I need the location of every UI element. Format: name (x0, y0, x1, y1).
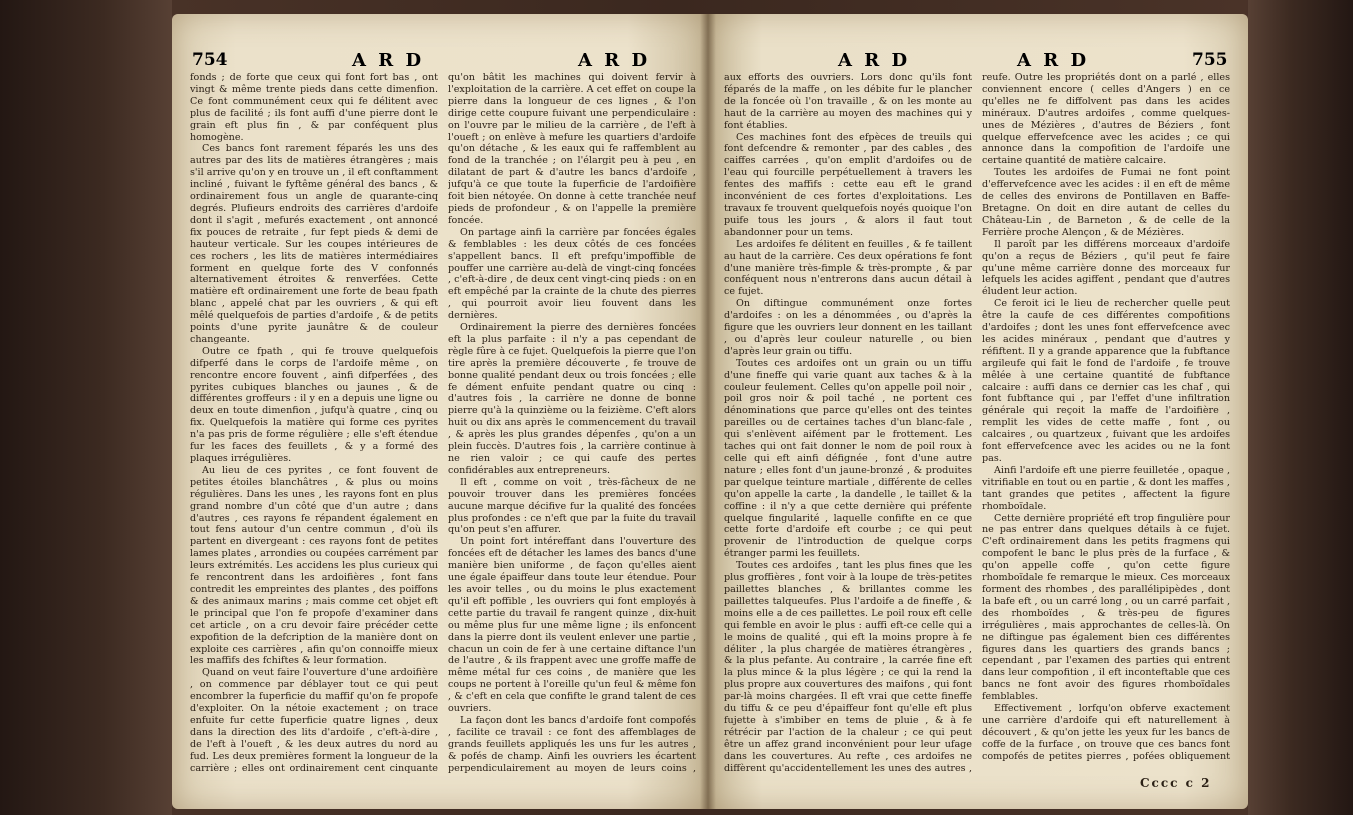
paragraph: aux efforts des ouvriers. Lors donc qu'ils font féparés de la maffe , on les débite fur le plancher de la foncée où l'on travaille , & on les monte au haut de la carrière au moyen des machines qui y font établies. (724, 72, 972, 131)
paragraph: Il eft , comme on voit , très-fâcheux de ne pouvoir trouver dans les premières foncées aucune marque décifive fur la qualité des foncées plus profondes : ce n'eft que par la fuite du travail qu'on peut s'en affurer. (448, 476, 696, 536)
right-page-column-1 (724, 72, 972, 774)
paragraph: Toutes ces ardoifes , tant les plus fines que les plus groffières , font voir à la loupe de très-petites paillettes blanches , & brillantes comme les paillettes talqueufes. Plus l'ardoife a de fineffe , & moins elle a de ces paillettes. Le poil roux eft celle qui femble en avoir le plus : auffi eft-ce celle qui a le moins de qualité , qui eft la moins propre à fe déliter , la plus chargée de matières étrangères , & la plus pefante. Au contraire , la carrée fine eft la plus mince & la plus légère ; ce qui la rend la plus propre aux couvertures des maifons , qui font par-là moins chargées. Il eft vrai que cette fineffe du tiffu & ce peu d'épaiffeur font qu'elle eft plus fujette à s'imbiber en tems de pluie , & à fe rétrécir par l'action de la chaleur ; ce qui peut être un affez grand inconvénient pour leur ufage dans les couvertures. Au refte , ces ardoifes ne diffèrent qu'accidentellement les unes des autres , (724, 560, 972, 774)
paragraph: Au lieu de ces pyrites , ce font fouvent de petites étoiles blanchâtres , & plus ou moins régulières. Dans les unes , les rayons font en plus grand nombre d'un côté que d'un autre ; dans d'autres , ces rayons fe répandent également en tout fens autour d'un centre commun , d'où ils partent en divergeant : ces rayons font de petites lames plates , arrondies ou coupées carrément par leurs extrémités. Les accidens les plus curieux qui fe rencontrent dans les ardoifières , font fans contredit les empreintes des plantes , des poiffons & des animaux marins ; mais comme cet objet eft le principal que l'on fe propofe d'examiner dans cet article , on a cru devoir faire précéder cette expofition de la defcription de la manière dont on exploite ces carrières , afin qu'on connoiffe mieux les maffifs des fchiftes & leur formation. (190, 464, 438, 667)
running-head-left-1: A R D (352, 50, 425, 71)
paragraph: On partage ainfi la carrière par foncées égales & femblables : les deux côtés de ces foncées s'appellent bancs. Il eft prefqu'impoffible de pouffer une carrière au-delà de vingt-cinq foncées , c'eft-à-dire , de deux cent vingt-cinq pieds : on en eft empêché par la crainte de la chute des pierres , qui pourroit avoir lieu fouvent dans les dernières. (448, 226, 696, 322)
page-number-left: 754 (192, 50, 228, 70)
running-head-left-2: A R D (578, 50, 651, 71)
signature-mark: Cccc c 2 (1140, 776, 1212, 790)
book-gutter (700, 14, 716, 809)
running-head-right-2: A R D (1017, 50, 1090, 71)
paragraph: Quand on veut faire l'ouverture d'une ardoifière , on commence par déblayer tout ce qui peut encombrer la fuperficie du maffif qu'on fe propofe d'exploiter. On la nétoie exactement ; on trace enfuite fur cette fuperficie quatre lignes , deux dans la direction des lits d'ardoife , c'eft-à-dire , de l'eft à l'oueft , & les deux autres du nord au fud. Les deux premières forment la longueur de la carrière ; elles ont ordinairement cent cinquante (190, 667, 438, 774)
right-page-column-2 (982, 72, 1230, 762)
page-number-right: 755 (1192, 50, 1228, 70)
paragraph: Ces machines font des efpèces de treuils qui font defcendre & remonter , par des cables , des caiffes carrées , qu'on emplit d'ardoifes ou de l'eau qui fourcille perpétuellement à travers les fentes des maffifs : cette eau eft le grand inconvénient de ces fortes d'exploitations. Les travaux fe trouvent quelquefois noyés quoique l'on puife tous les jours , & alors il faut tout abandonner pour un tems. (724, 131, 972, 238)
running-head-right-1: A R D (838, 50, 911, 71)
paragraph: On diftingue communément onze fortes d'ardoifes : on les a dénommées , ou d'après la figure que les ouvriers leur donnent en les taillant , ou d'après leur couleur naturelle , ou bien d'après leur grain ou tiffu. (724, 298, 972, 357)
paragraph: Toutes les ardoifes de Fumai ne font point d'effervefcence avec les acides : il en eft de même de celles des environs de Pontillaven en Baffe-Bretagne. On doit en dire autant de celles du Château-Lin , de Barneton , & de celle de la Ferrière proche Alençon , & de Mézières. (982, 167, 1230, 238)
paragraph: Effectivement , lorfqu'on obferve exactement une carrière d'ardoife qui eft naturellement à découvert , & qu'on jette les yeux fur les bancs de coffe de la furface , on trouve que ces bancs font compofés de petites pierres , pofées obliquement (982, 703, 1230, 762)
paragraph: fonds ; de forte que ceux qui font fort bas , ont vingt & même trente pieds dans cette dimenfion. Ce font communément ceux qui fe délitent avec plus de facilité ; ils font auffi d'une pierre dont le grain eft plus fin , & par conféquent plus homogène. (190, 72, 438, 143)
book-edge-right (1248, 0, 1353, 815)
paragraph: Il paroît par les différens morceaux d'ardoife qu'on a reçus de Béziers , qu'il peut fe faire qu'une même carrière donne des morceaux fur lefquels les acides agiffent , pendant que d'autres éludent leur action. (982, 238, 1230, 298)
paragraph: Les ardoifes fe délitent en feuilles , & fe taillent au haut de la carrière. Ces deux opérations fe font d'une manière très-fimple & très-prompte , & par conféquent nous n'entrerons dans aucun détail à ce fujet. (724, 238, 972, 298)
paragraph: Cette dernière propriété eft trop fingulière pour ne pas entrer dans quelques détails à ce fujet. C'eft ordinairement dans les petits fragmens qui compofent le banc le plus près de la furface , & qu'on appelle coffe , qu'on cette figure rhomboïdale fe remarque le mieux. Ces morceaux forment des rhombes , des parallélipipèdes , dont la bafe eft , ou un carré long , ou un carré parfait , des rhomboïdes , & très-peu de figures irrégulières , mais approchantes de celles-là. On ne diftingue pas également bien ces différentes figures dans les quartiers des grands bancs ; cependant , par l'examen des parties qui entrent dans leur compofition , il eft inconteftable que ces bancs ne font avoir des figures rhomboïdales femblables. (982, 512, 1230, 703)
left-page-column-1 (190, 72, 438, 774)
book-edge-left (0, 0, 172, 815)
left-page-column-2 (448, 72, 696, 774)
paragraph: Toutes ces ardoifes ont un grain ou un tiffu d'une fineffe qui varie quant aux taches & à la couleur feulement. Celles qu'on appelle poil noir , poil gros noir & poil taché , ne portent ces dénominations que parce qu'elles ont des teintes pareilles ou de certaines taches d'un blanc-fale , qui s'enlèvent aifément par le frottement. Les taches qui ont fait donner le nom de poil roux à celle qui eft ainfi défignée , font d'une autre nature ; elles font d'un jaune-bronzé , & produites par quelque teinture martiale , différente de celles qu'on appelle la carte , la dandelle , le taillet & la coffine : il n'y a que cette dernière qui préfente quelque fingularité , laquelle confifte en ce que cette forte d'ardoife eft courbe ; ce qui peut provenir de l'introduction de quelque corps étranger parmi les feuillets. (724, 357, 972, 560)
paragraph: Ces bancs font rarement féparés les uns des autres par des lits de matières étrangères ; mais s'il arrive qu'on y en trouve un , il eft conftamment incliné , fuivant le fyftême général des bancs , & ordinairement fous un angle de quarante-cinq degrés. Plufieurs endroits des carrières d'ardoife dont il s'agit , mefurés exactement , ont annoncé fix pouces de retraite , fur fept pieds & demi de hauteur verticale. Sur les coupes intérieures de ces rochers , les lits de matières intermédiaires forment en quelque forte des V confonnés alternativement étroites & renverfées. Cette matière eft ordinairement une forte de beau fpath blanc , appelé chat par les ouvriers , & qui eft mêlé quelquefois de parties d'ardoife , & de petits points d'une pyrite jaunâtre & de couleur changeante. (190, 143, 438, 345)
paragraph: Un point fort intéreffant dans l'ouverture des foncées eft de détacher les lames des bancs d'une manière bien uniforme , de façon qu'elles aient une égale épaiffeur dans toute leur étendue. Pour les avoir telles , ou du moins le plus exactement qu'il eft poffible , les ouvriers qui font employés à cette partie du travail fe rangent quinze , dix-huit ou même plus fur une même ligne ; ils enfoncent dans la pierre dont ils veulent enlever une partie , chacun un coin de fer à une certaine diftance l'un de l'autre , & ils frappent avec une groffe maffe de même métal fur ces coins , de manière que les coups ne portent à l'oreille qu'un feul & même fon , & c'eft en cela que confifte le grand talent de ces ouvriers. (448, 536, 696, 715)
paragraph: Outre ce fpath , qui fe trouve quelquefois difperfé dans le corps de l'ardoife même , on rencontre encore fouvent , ainfi difperfées , des pyrites cubiques blanches ou jaunes , & de différentes groffeurs : il y en a depuis une ligne ou deux en toute dimenfion , jufqu'à quatre , cinq ou fix. Quelquefois la matière qui forme ces pyrites n'a pas pris de forme régulière ; elle s'eft étendue fur les faces des feuillets , & y a formé des plaques irrégulières. (190, 345, 438, 464)
paragraph: Ce feroit ici le lieu de rechercher quelle peut être la caufe de ces différentes compofitions d'ardoifes ; dont les unes font effervefcence avec les acides minéraux , pendant que d'autres y réfiftent. Il y a grande apparence que la fubftance argileufe qui fait le fond de l'ardoife , fe trouve mêlée à une certaine quantité de fubftance calcaire : auffi dans ce dernier cas les chaf , qui font fubftance qui , par l'effet d'une infiltration générale qui reçoit la maffe de l'ardoifière , remplit les vides de cette maffe , font , ou calcaires , ou quartzeux , fuivant que les ardoifes font effervefcence avec les acides ou ne la font pas. (982, 298, 1230, 464)
paragraph: qu'on bâtit les machines qui doivent fervir à l'exploitation de la carrière. A cet effet on coupe la pierre dans la longueur de ces lignes , & l'on dirige cette coupure fuivant une perpendiculaire : on l'ouvre par le milieu de la carrière , de l'eft à l'oueft ; on enlève à mefure les quartiers d'ardoife qu'on détache , & les eaux qui fe raffemblent au fond de la tranchée ; on l'élargit peu à peu , en dilatant de part & d'autre les bancs d'ardoife , jufqu'à ce que toute la fuperficie de l'ardoifière foit bien nétoyée. On donne à cette tranchée neuf pieds de profondeur , & on l'appelle la première foncée. (448, 72, 696, 226)
paragraph: Ordinairement la pierre des dernières foncées eft la plus parfaite : il n'y a pas cependant de règle fûre à ce fujet. Quelquefois la pierre que l'on tire après la première découverte , fe trouve de bonne qualité pendant deux ou trois foncées ; elle fe dément enfuite pendant quatre ou cinq : d'autres fois , la carrière ne donne de bonne pierre qu'à la quinzième ou la feizième. C'eft alors huit ou dix ans après le commencement du travail , & après les plus grandes dépenfes , qu'on a un plein fuccès. D'autres fois , la carrière continue à ne rien valoir ; ce qui caufe des pertes confidérables aux entrepreneurs. (448, 322, 696, 476)
paragraph: La façon dont les bancs d'ardoife font compofés , facilite ce travail : ce font des affemblages de grands feuillets appliqués les uns fur les autres , & pofés de champ. Ainfi les ouvriers les écartent perpendiculairement au moyen de leurs coins , (448, 714, 696, 774)
paragraph: Ainfi l'ardoife eft une pierre feuilletée , opaque , vitrifiable en tout ou en partie , & dont les maffes , tant grandes que petites , affectent la figure rhomboïdale. (982, 464, 1230, 512)
paragraph: reufe. Outre les propriétés dont on a parlé , elles conviennent encore ( celles d'Angers ) en ce qu'elles ne fe diffolvent pas dans les acides minéraux. D'autres ardoifes , comme quelques-unes de Mézières , d'autres de Béziers , font quelque effervefcence avec les acides ; ce qui annonce dans la compofition de l'ardoife une certaine quantité de matière calcaire. (982, 72, 1230, 167)
